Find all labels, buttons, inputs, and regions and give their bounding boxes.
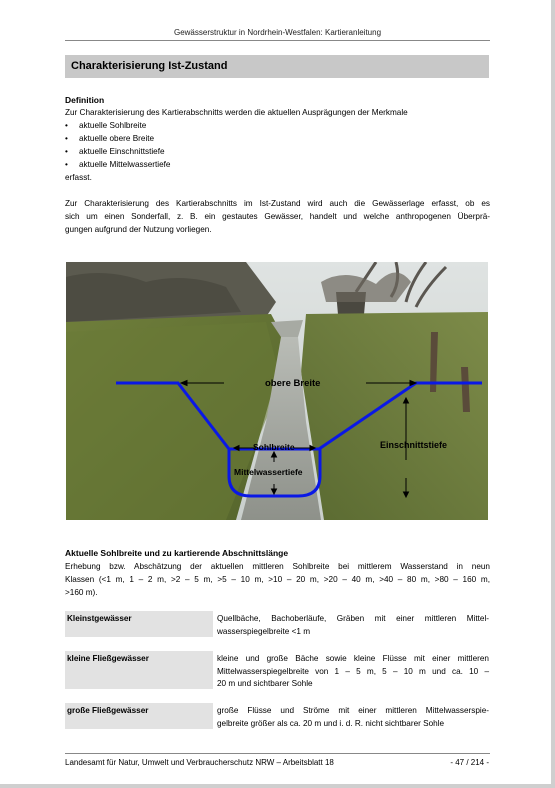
paragraph-line: sich um einen Sonderfall, z. B. ein gestautes Gewässer, handelt und welche anthropogenen Überprä- <box>65 212 490 221</box>
paragraph-line: Klassen (<1 m, 1 – 2 m, >2 – 5 m, >5 – 10 m, >10 – 20 m, >20 – 40 m, >40 – 80 m, >80 – 160 m, <box>65 575 490 584</box>
page-header: Gewässerstruktur in Nordrhein-Westfalen: Kartieranleitung <box>173 28 382 37</box>
feature-list <box>65 119 170 171</box>
definition-title: Definition <box>65 95 105 105</box>
paragraph-line: gungen aufgrund der Nutzung vorliegen. <box>65 225 212 234</box>
label-obere-breite: obere Breite <box>265 378 321 389</box>
footer-rule <box>65 753 490 754</box>
list-item: • aktuelle Sohlbreite <box>65 119 170 132</box>
label-sohlbreite: Sohlbreite <box>253 442 295 452</box>
table-row-text: Quellbäche, Bachoberläufe, Gräben mit einer mittleren Mittel- <box>217 614 489 623</box>
paragraph-line: >160 m). <box>65 588 98 597</box>
table-row-label: Kleinstgewässer <box>65 611 213 637</box>
table-row-text: wasserspiegelbreite <1 m <box>217 626 311 636</box>
page-shadow-right <box>551 0 555 788</box>
header-rule <box>65 40 490 41</box>
right-bank <box>301 312 488 520</box>
list-item: • aktuelle Mittelwassertiefe <box>65 158 170 171</box>
table-row-label: kleine Fließgewässer <box>65 651 213 689</box>
table-row-text: gelbreite größer als ca. 20 m und i. d. R. nicht sichtbarer Sohle <box>217 718 445 728</box>
stream-profile-photo <box>66 262 488 520</box>
page-number: - 47 / 214 - <box>450 758 489 767</box>
paragraph-line: Erhebung bzw. Abschätzung der aktuellen mittleren Sohlbreite bei mittlerem Wasserstand in neun <box>65 562 490 571</box>
list-item: • aktuelle Einschnittstiefe <box>65 145 170 158</box>
footer-publisher: Landesamt für Natur, Umwelt und Verbraucherschutz NRW – Arbeitsblatt 18 <box>65 758 334 767</box>
label-einschnittstiefe: Einschnittstiefe <box>380 440 448 450</box>
subsection-title: Aktuelle Sohlbreite und zu kartierende Abschnittslänge <box>65 548 289 558</box>
table-row-text: kleine und große Bäche sowie kleine Flüsse mit einer mittleren <box>217 654 489 663</box>
section-title: Charakterisierung Ist-Zustand <box>71 60 228 72</box>
table-row-label: große Fließgewässer <box>65 703 213 729</box>
label-mittelwassertiefe: Mittelwassertiefe <box>234 467 303 477</box>
list-item: • aktuelle obere Breite <box>65 132 170 145</box>
table-row-text: 20 m und sichtbarer Sohle <box>217 679 313 688</box>
definition-outro: erfasst. <box>65 173 92 182</box>
section-heading-bar <box>65 55 489 78</box>
table-row-text: große Flüsse und Ströme mit einer mittleren Mittelwasserspie- <box>217 706 489 715</box>
table-row-text: Mittelwasserspiegelbreite von 1 – 5 m, 5 – 10 m und ca. 10 – <box>217 666 489 676</box>
paragraph-line: Zur Charakterisierung des Kartierabschnitts im Ist-Zustand wird auch die Gewässerlage erfasst, ob es <box>65 199 490 208</box>
definition-intro: Zur Charakterisierung des Kartierabschnitts werden die aktuellen Ausprägungen der Merkmale <box>65 108 408 117</box>
page-shadow-bottom <box>0 784 555 788</box>
